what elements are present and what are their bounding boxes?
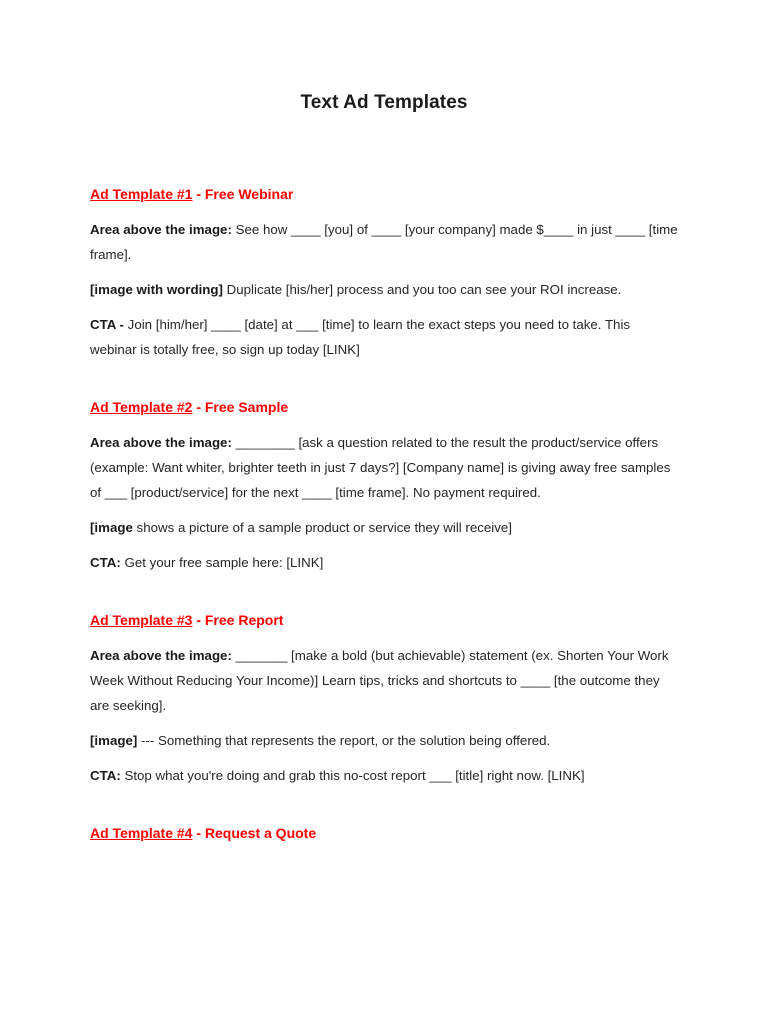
ad-template-3-section	[90, 611, 680, 788]
ad-template-1-image	[90, 277, 680, 302]
paragraph-lead: Area above the image:	[90, 222, 232, 237]
paragraph-lead: CTA -	[90, 317, 124, 332]
ad-template-3-cta	[90, 763, 680, 788]
ad-template-3-image	[90, 728, 680, 753]
paragraph-text: Join [him/her] ____ [date] at ___ [time] to learn the exact steps you need to take. This webinar is totally free, so sign up today [LINK]	[90, 317, 631, 357]
paragraph-lead: Area above the image:	[90, 435, 232, 450]
ad-template-1-link[interactable]: Ad Template #1	[90, 186, 193, 202]
ad-template-2-heading	[90, 398, 680, 416]
paragraph-lead: CTA:	[90, 768, 121, 783]
paragraph-text: Stop what you're doing and grab this no-cost report ___ [title] right now. [LINK]	[120, 768, 585, 783]
ad-template-1-area-above	[90, 217, 680, 267]
ad-template-2-section	[90, 398, 680, 575]
ad-template-2-link[interactable]: Ad Template #2	[90, 399, 193, 415]
ad-template-3-link[interactable]: Ad Template #3	[90, 612, 193, 628]
ad-template-4-subtitle: - Request a Quote	[192, 825, 317, 841]
ad-template-4-section	[90, 824, 680, 842]
ad-template-1-heading	[90, 185, 680, 203]
ad-template-3-heading	[90, 611, 680, 629]
ad-template-3-area-above	[90, 643, 680, 718]
paragraph-lead: [image with wording]	[90, 282, 223, 297]
paragraph-text: _______ [make a bold (but achievable) statement (ex. Shorten Your Work Week Without Reducing Your Income)] Learn tips, tricks and shortcuts to ____ [the outcome they are seeking].	[90, 648, 669, 713]
paragraph-text: --- Something that represents the report, or the solution being offered.	[137, 733, 551, 748]
paragraph-text: ________ [ask a question related to the result the product/service offers (example: Want whiter, brighter teeth in just 7 days?] [Company name] is giving away free samples of ___ [product/service] for the next ____ [time frame]. No payment required.	[90, 435, 671, 500]
paragraph-lead: [image]	[90, 733, 138, 748]
ad-template-1-section	[90, 185, 680, 362]
ad-template-3-subtitle: - Free Report	[192, 612, 284, 628]
ad-template-2-subtitle: - Free Sample	[192, 399, 289, 415]
ad-template-1-subtitle: - Free Webinar	[192, 186, 294, 202]
paragraph-text: Duplicate [his/her] process and you too can see your ROI increase.	[222, 282, 622, 297]
paragraph-text: Get your free sample here: [LINK]	[120, 555, 324, 570]
ad-template-2-area-above	[90, 430, 680, 505]
paragraph-text: See how ____ [you] of ____ [your company] made $____ in just ____ [time frame].	[90, 222, 678, 262]
ad-template-4-link[interactable]: Ad Template #4	[90, 825, 193, 841]
ad-template-4-heading	[90, 824, 680, 842]
document-body	[90, 185, 680, 856]
ad-template-2-cta	[90, 550, 680, 575]
ad-template-2-image	[90, 515, 680, 540]
ad-template-1-cta	[90, 312, 680, 362]
paragraph-lead: CTA:	[90, 555, 121, 570]
paragraph-lead: [image	[90, 520, 133, 535]
paragraph-lead: Area above the image:	[90, 648, 232, 663]
document-title: Text Ad Templates	[300, 92, 468, 113]
paragraph-text: shows a picture of a sample product or service they will receive]	[132, 520, 512, 535]
